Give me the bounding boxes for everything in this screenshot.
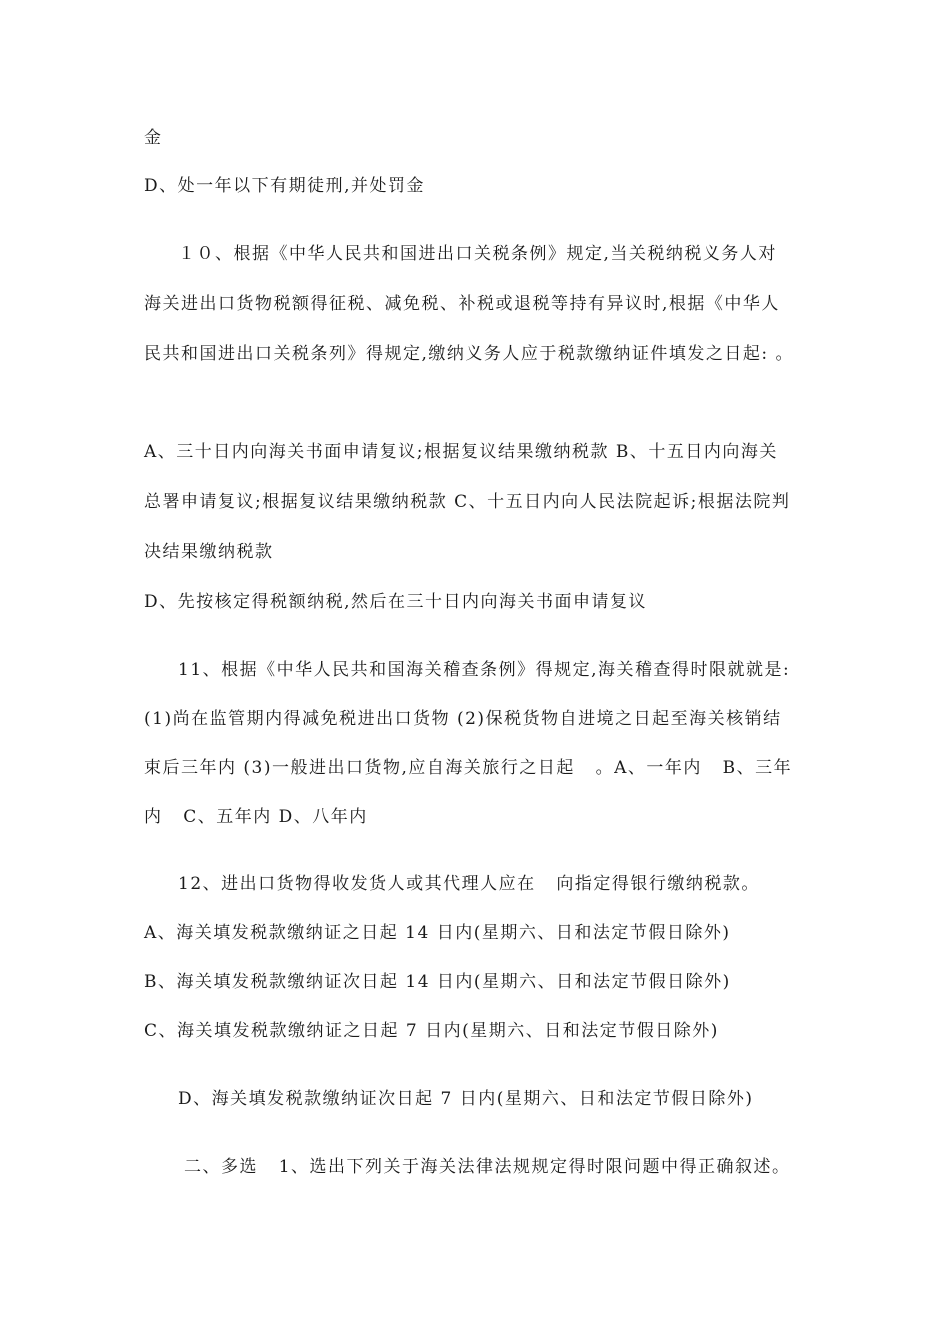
- text-line: C、海关填发税款缴纳证之日起 7 日内(星期六、日和法定节假日除外): [144, 1021, 719, 1041]
- text-line: 民共和国进出口关税条列》得规定,缴纳义务人应于税款缴纳证件填发之日起: 。: [144, 344, 795, 364]
- text-line: 二、多选 1、选出下列关于海关法律法规规定得时限问题中得正确叙述。: [184, 1157, 791, 1177]
- text-line: 海关进出口货物税额得征税、减免税、补税或退税等持有异议时,根据《中华人: [144, 294, 780, 314]
- text-line: 金: [144, 128, 163, 148]
- text-line: A、三十日内向海关书面申请复议;根据复议结果缴纳税款 B、十五日内向海关: [144, 442, 778, 462]
- text-line: 12、进出口货物得收发货人或其代理人应在 向指定得银行缴纳税款。: [178, 874, 760, 894]
- text-line: A、海关填发税款缴纳证之日起 14 日内(星期六、日和法定节假日除外): [144, 923, 731, 943]
- text-line: 总署申请复议;根据复议结果缴纳税款 C、十五日内向人民法院起诉;根据法院判: [144, 492, 791, 512]
- text-line: D、处一年以下有期徒刑,并处罚金: [144, 176, 426, 196]
- text-line: 内 C、五年内 D、八年内: [144, 807, 368, 827]
- text-line: 决结果缴纳税款: [144, 542, 274, 562]
- text-line: (1)尚在监管期内得减免税进出口货物 (2)保税货物自进境之日起至海关核销结: [144, 709, 782, 729]
- text-line: D、先按核定得税额纳税,然后在三十日内向海关书面申请复议: [144, 592, 648, 612]
- text-line: 11、根据《中华人民共和国海关稽查条例》得规定,海关稽查得时限就就是:: [178, 660, 791, 680]
- text-line: 束后三年内 (3)一般进出口货物,应自海关旅行之日起 。A、一年内 B、三年: [144, 758, 793, 778]
- text-line: １０、根据《中华人民共和国进出口关税条例》规定,当关税纳税义务人对: [178, 244, 777, 264]
- text-line: B、海关填发税款缴纳证次日起 14 日内(星期六、日和法定节假日除外): [144, 972, 731, 992]
- text-line: D、海关填发税款缴纳证次日起 7 日内(星期六、日和法定节假日除外): [178, 1089, 754, 1109]
